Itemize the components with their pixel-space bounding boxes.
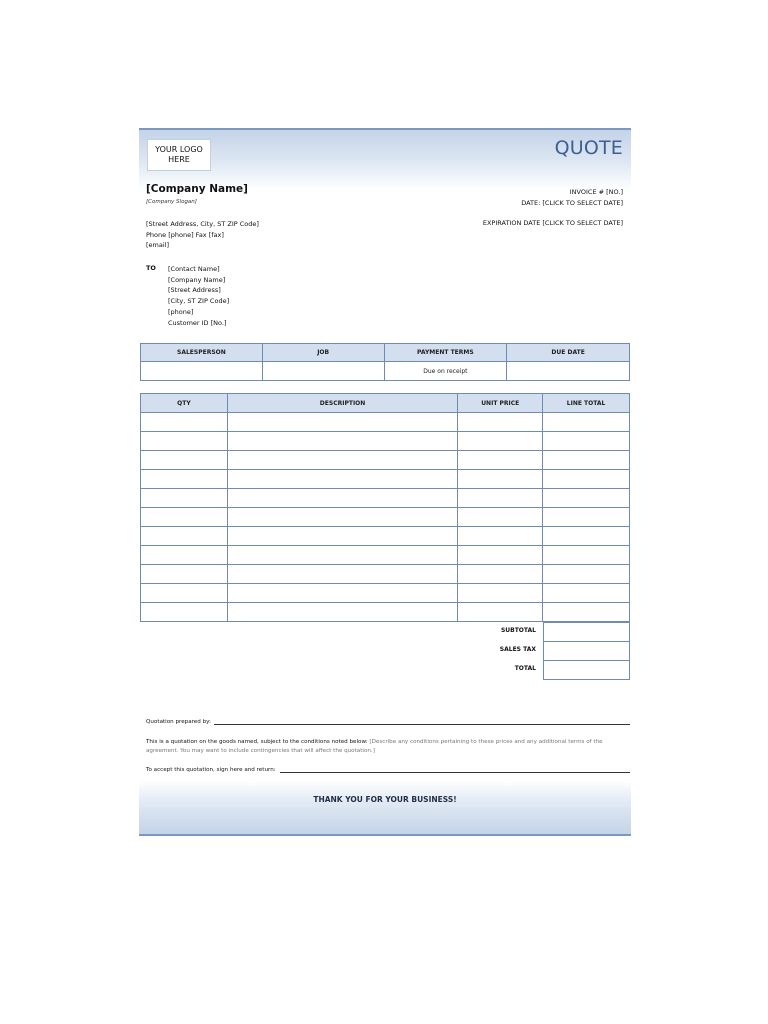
thank-you-message: THANK YOU FOR YOUR BUSINESS!: [313, 795, 457, 804]
accept-row: [146, 766, 630, 773]
description-cell[interactable]: [227, 584, 458, 603]
line-item-row: [141, 527, 630, 546]
unit-price-cell[interactable]: [458, 508, 543, 527]
accept-signature-line[interactable]: [280, 766, 630, 773]
prepared-by-row: [146, 718, 630, 725]
description-cell[interactable]: [227, 413, 458, 432]
conditions-text: [146, 738, 626, 756]
company-address-block: [146, 219, 259, 251]
line-item-row: [141, 603, 630, 622]
unit-price-cell[interactable]: [458, 584, 543, 603]
unit-price-cell[interactable]: [458, 603, 543, 622]
prepared-by-signature-line[interactable]: [214, 718, 630, 725]
payment-terms-cell[interactable]: Due on receipt: [384, 362, 507, 381]
line-total-cell[interactable]: [543, 565, 630, 584]
footer-band: [139, 780, 631, 836]
description-cell[interactable]: [227, 565, 458, 584]
recipient-city-state-zip[interactable]: [City, ST ZIP Code]: [168, 297, 230, 306]
qty-header: QTY: [141, 394, 228, 413]
description-header: DESCRIPTION: [227, 394, 458, 413]
qty-cell[interactable]: [141, 413, 228, 432]
unit-price-cell[interactable]: [458, 451, 543, 470]
prepared-by-label: Quotation prepared by:: [146, 719, 211, 725]
expiration-date[interactable]: EXPIRATION DATE [CLICK TO SELECT DATE]: [482, 219, 623, 227]
qty-cell[interactable]: [141, 451, 228, 470]
line-total-cell[interactable]: [543, 603, 630, 622]
accept-label: To accept this quotation, sign here and return:: [146, 767, 276, 773]
line-total-cell[interactable]: [543, 584, 630, 603]
unit-price-cell[interactable]: [458, 470, 543, 489]
description-cell[interactable]: [227, 603, 458, 622]
description-cell[interactable]: [227, 489, 458, 508]
line-total-cell[interactable]: [543, 451, 630, 470]
line-item-row: [141, 489, 630, 508]
recipient-phone[interactable]: [phone]: [168, 307, 194, 316]
line-total-cell[interactable]: [543, 489, 630, 508]
company-slogan[interactable]: [Company Slogan]: [146, 199, 197, 205]
line-item-row: [141, 470, 630, 489]
conditions-placeholder[interactable]: [Describe any conditions pertaining to these prices and any additional terms of the agreement. You may want to include contingencies that will affect the quotation.]: [146, 739, 603, 754]
qty-cell[interactable]: [141, 489, 228, 508]
sales-tax-row: [439, 641, 630, 660]
invoice-number[interactable]: INVOICE # [NO.]: [569, 188, 623, 196]
line-total-cell[interactable]: [543, 432, 630, 451]
recipient-customer-id[interactable]: Customer ID [No.]: [168, 318, 227, 327]
line-item-row: [141, 508, 630, 527]
unit-price-cell[interactable]: [458, 546, 543, 565]
unit-price-cell[interactable]: [458, 565, 543, 584]
total-row: [439, 660, 630, 679]
unit-price-header: UNIT PRICE: [458, 394, 543, 413]
unit-price-cell[interactable]: [458, 527, 543, 546]
qty-cell[interactable]: [141, 546, 228, 565]
line-total-cell[interactable]: [543, 546, 630, 565]
line-item-row: [141, 451, 630, 470]
job-cell[interactable]: [262, 362, 384, 381]
company-address[interactable]: [Street Address, City, ST ZIP Code]: [146, 220, 259, 228]
line-item-row: [141, 565, 630, 584]
sales-tax-label: SALES TAX: [499, 646, 536, 653]
totals-block: [439, 622, 630, 679]
header-band: [139, 128, 631, 190]
total-label: TOTAL: [514, 665, 536, 672]
payment-terms-header: PAYMENT TERMS: [384, 344, 507, 362]
terms-table: [140, 343, 630, 381]
unit-price-cell[interactable]: [458, 432, 543, 451]
line-total-cell[interactable]: [543, 508, 630, 527]
qty-cell[interactable]: [141, 508, 228, 527]
quote-document: [139, 128, 631, 834]
total-value-cell[interactable]: [543, 660, 630, 680]
salesperson-cell[interactable]: [141, 362, 263, 381]
description-cell[interactable]: [227, 527, 458, 546]
subtotal-label: SUBTOTAL: [500, 627, 536, 634]
unit-price-cell[interactable]: [458, 413, 543, 432]
line-total-cell[interactable]: [543, 413, 630, 432]
line-items-table: [140, 393, 630, 622]
qty-cell[interactable]: [141, 470, 228, 489]
line-total-cell[interactable]: [543, 527, 630, 546]
company-name[interactable]: [Company Name]: [146, 183, 248, 195]
to-label: TO: [146, 264, 156, 272]
company-phone-fax[interactable]: Phone [phone] Fax [fax]: [146, 230, 224, 239]
description-cell[interactable]: [227, 470, 458, 489]
conditions-lead: This is a quotation on the goods named, subject to the conditions noted below:: [146, 739, 368, 745]
line-item-row: [141, 584, 630, 603]
quote-date[interactable]: DATE: [CLICK TO SELECT DATE]: [521, 198, 623, 207]
subtotal-value-cell[interactable]: [543, 622, 630, 642]
quote-meta: [483, 187, 623, 229]
recipient-street-address[interactable]: [Street Address]: [168, 286, 221, 295]
due-date-cell[interactable]: [507, 362, 630, 381]
document-title: QUOTE: [554, 137, 623, 159]
description-cell[interactable]: [227, 546, 458, 565]
line-item-row: [141, 546, 630, 565]
job-header: JOB: [262, 344, 384, 362]
line-total-header: LINE TOTAL: [543, 394, 630, 413]
qty-cell[interactable]: [141, 527, 228, 546]
line-item-row: [141, 413, 630, 432]
logo-placeholder[interactable]: [147, 139, 211, 171]
qty-cell[interactable]: [141, 603, 228, 622]
qty-cell[interactable]: [141, 584, 228, 603]
line-item-row: [141, 432, 630, 451]
sales-tax-value-cell[interactable]: [543, 641, 630, 661]
logo-line-1: YOUR LOGO: [155, 145, 203, 154]
salesperson-header: SALESPERSON: [141, 344, 263, 362]
recipient-block: [168, 264, 229, 328]
description-cell[interactable]: [227, 451, 458, 470]
recipient-contact-name[interactable]: [Contact Name]: [168, 265, 220, 273]
description-cell[interactable]: [227, 508, 458, 527]
company-email[interactable]: [email]: [146, 241, 169, 249]
qty-cell[interactable]: [141, 565, 228, 584]
recipient-company-name[interactable]: [Company Name]: [168, 275, 226, 284]
description-cell[interactable]: [227, 432, 458, 451]
unit-price-cell[interactable]: [458, 489, 543, 508]
line-total-cell[interactable]: [543, 470, 630, 489]
subtotal-row: [439, 622, 630, 641]
line-items-body: [141, 413, 630, 622]
qty-cell[interactable]: [141, 432, 228, 451]
due-date-header: DUE DATE: [507, 344, 630, 362]
logo-line-2: HERE: [168, 155, 190, 164]
